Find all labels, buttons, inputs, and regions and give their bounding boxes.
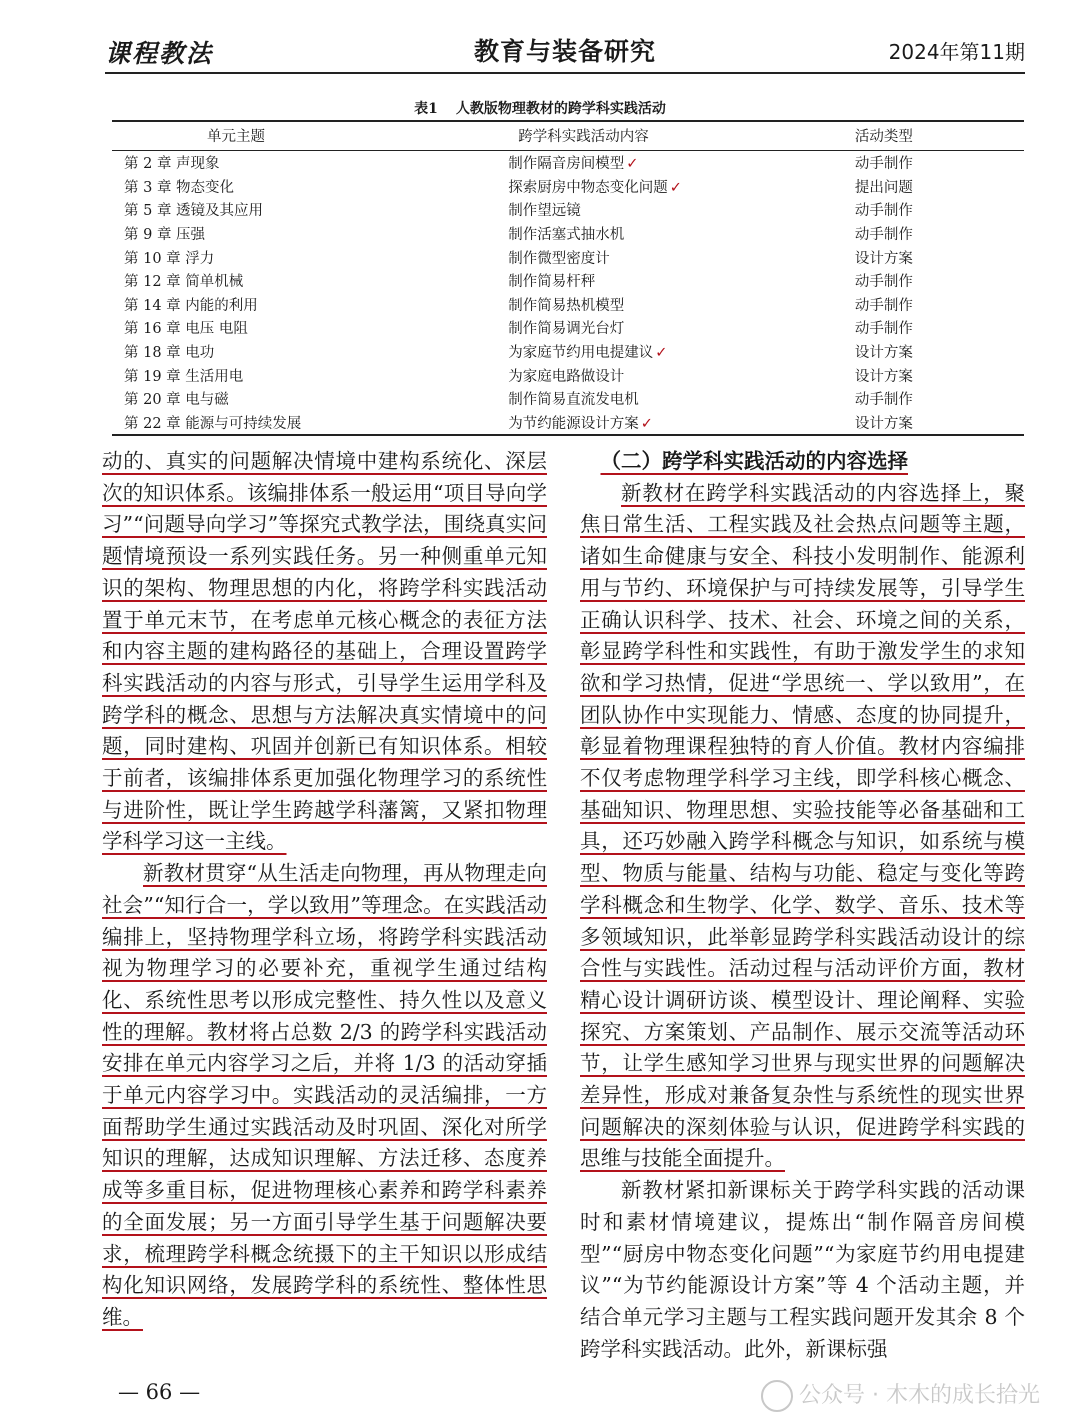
paragraph: 新教材贯穿“从生活走向物理，再从物理走向社会”“知行合一，学以致用”等理念。在实践活动编排上，坚持物理学科立场，将跨学科实践活动视为物理学习的必要补充，重视学生通过结构化、系统性思考以形成完整性、持久性以及意义性的理解。教材将占总数 2/3 的跨学科实践活动安排在单元内容学习之后，并将 1/3 的活动穿插于单元内容学习中。实践活动的灵活编排，一方面帮助学生通过实践活动及时巩固、深化对所学知识的理解，达成知识理解、方法迁移、态度养成等多重目标，促进物理核心素养和跨学科素养的全面发展；另一方面引导学生基于问题解决要求，梳理跨学科概念统摄下的主干知识以形成结构化知识网络，发展跨学科的系统性、整体性思维。: [102, 861, 547, 1329]
activity-cell: 为家庭节约用电提建议 ✓: [508, 345, 668, 362]
type-cell: 设计方案: [854, 345, 913, 362]
unit-cell: 第 5 章 透镜及其应用: [124, 203, 264, 220]
section-label: 课程教法: [105, 39, 214, 68]
table-row: [112, 340, 1024, 364]
header-divider: [105, 72, 1025, 74]
paragraph: 动的、真实的问题解决情境中建构系统化、深层次的知识体系。该编排体系一般运用“项目导向学习”“问题导向学习”等探究式教学法，围绕真实问题情境预设一系列实践任务。另一种侧重单元知识的架构、物理思想的内化，将跨学科实践活动置于单元末节，在考虑单元核心概念的表征方法和内容主题的建构路径的基础上，合理设置跨学科实践活动的内容与形式，引导学生运用学科及跨学科的概念、思想与方法解决真实情境中的问题，同时建构、巩固并创新已有知识体系。相较于前者，该编排体系更加强化物理学习的系统性与进阶性，既让学生跨越学科藩篱，又紧扣物理学科学习这一主线。: [102, 449, 547, 854]
unit-cell: 第 3 章 物态变化: [124, 179, 235, 196]
check-mark-icon: ✓: [640, 415, 653, 432]
table-row: [112, 269, 1024, 293]
activity-cell: 制作微型密度计: [508, 250, 610, 267]
activity-cell: 制作简易直流发电机: [508, 392, 639, 409]
type-cell: 动手制作: [854, 156, 913, 173]
unit-cell: 第 20 章 电与磁: [124, 392, 229, 409]
type-cell: 设计方案: [854, 250, 913, 267]
table-title: 人教版物理教材的跨学科实践活动: [455, 101, 666, 117]
watermark: 公众号 · 木木的成长拾光: [761, 1378, 1040, 1412]
unit-cell: 第 9 章 压强: [124, 227, 206, 244]
check-mark-icon: ✓: [669, 179, 682, 196]
type-cell: 设计方案: [855, 411, 1024, 436]
unit-cell: 第 19 章 生活用电: [124, 368, 244, 385]
activity-cell: 制作活塞式抽水机: [508, 227, 625, 244]
left-column: [102, 446, 547, 1334]
paragraph: 新教材紧扣新课标关于跨学科实践的活动课时和素材情境建议，提炼出“制作隔音房间模型”“厨房中物态变化问题”“为家庭节约用电提建议”“为节约能源设计方案”等 4 个活动主题，并结合单元学习主题与工程实践问题开发其余 8 个跨学科实践活动。此外，新课标强: [580, 1178, 1025, 1361]
table-row: [112, 151, 1024, 175]
table-row: [112, 222, 1024, 246]
activity-cell: 制作望远镜: [508, 203, 581, 220]
type-cell: 动手制作: [854, 392, 913, 409]
journal-title: 教育与装备研究: [473, 37, 656, 66]
activity-cell: 为家庭电路做设计: [508, 368, 625, 385]
type-cell: 动手制作: [854, 297, 913, 314]
table-number: 表1: [414, 101, 438, 117]
page-number: — 66 —: [118, 1380, 201, 1404]
page-header: [105, 30, 1025, 70]
check-mark-icon: ✓: [626, 156, 639, 173]
table-row: [112, 245, 1024, 269]
unit-cell: 第 14 章 内能的利用: [124, 297, 258, 314]
unit-cell: 第 22 章 能源与可持续发展: [112, 411, 508, 436]
activity-cell: 制作简易调光台灯: [508, 321, 625, 338]
table-caption: [0, 98, 1080, 118]
table-row: [112, 198, 1024, 222]
table-row: [112, 363, 1024, 387]
unit-cell: 第 10 章 浮力: [124, 250, 215, 267]
table-row: [112, 293, 1024, 317]
table-row: [112, 316, 1024, 340]
type-cell: 提出问题: [854, 179, 913, 196]
paragraph: 新教材在跨学科实践活动的内容选择上，聚焦日常生活、工程实践及社会热点问题等主题，诸如生命健康与安全、科技小发明制作、能源利用与节约、环境保护与可持续发展等，引导学生正确认识科学、技术、社会、环境之间的关系，彰显跨学科性和实践性，有助于激发学生的求知欲和学习热情，促进“学思统一、学以致用”，在团队协作中实现能力、情感、态度的协同提升，彰显着物理课程独特的育人价值。教材内容编排不仅考虑物理学科学习主线，即学科核心概念、基础知识、物理思想、实验技能等必备基础和工具，还巧妙融入跨学科概念与知识，如系统与模型、物质与能量、结构与功能、稳定与变化等跨学科概念和生物学、化学、数学、音乐、技术等多领域知识，此举彰显跨学科实践活动设计的综合性与实践性。活动过程与活动评价方面，教材精心设计调研访谈、模型设计、理论阐释、实验探究、方案策划、产品制作、展示交流等活动环节，让学生感知学习世界与现实世界的问题解决差异性，形成对兼备复杂性与系统性的现实世界问题解决的深刻体验与认识，促进跨学科实践的思维与技能全面提升。: [580, 480, 1025, 1171]
activity-cell: 制作隔音房间模型 ✓: [508, 156, 639, 173]
column-header: 跨学科实践活动内容: [508, 121, 855, 151]
table-row: [112, 387, 1024, 411]
right-column: [580, 446, 1025, 1365]
type-cell: 动手制作: [854, 321, 913, 338]
type-cell: 动手制作: [854, 227, 913, 244]
check-mark-icon: ✓: [655, 345, 668, 362]
type-cell: 设计方案: [854, 368, 913, 385]
unit-cell: 第 2 章 声现象: [124, 156, 220, 173]
unit-cell: 第 18 章 电功: [124, 345, 215, 362]
column-header: 活动类型: [855, 121, 1024, 151]
wechat-icon: [761, 1380, 793, 1412]
type-cell: 动手制作: [854, 203, 913, 220]
activities-table: [112, 120, 1024, 436]
activity-cell: 探索厨房中物态变化问题 ✓: [508, 179, 682, 196]
table-row: [112, 411, 1024, 436]
type-cell: 动手制作: [854, 274, 913, 291]
activity-cell: 为节约能源设计方案 ✓: [508, 411, 855, 436]
column-header: 单元主题: [112, 121, 508, 151]
table-header-row: [112, 121, 1024, 151]
table-row: [112, 175, 1024, 199]
activity-cell: 制作简易热机模型: [508, 297, 625, 314]
activity-cell: 制作简易杆秤: [508, 274, 596, 291]
section-heading: （二）跨学科实践活动的内容选择: [600, 449, 908, 473]
unit-cell: 第 16 章 电压 电阻: [124, 321, 248, 338]
issue-label: 2024年第11期: [888, 40, 1025, 64]
unit-cell: 第 12 章 简单机械: [124, 274, 244, 291]
